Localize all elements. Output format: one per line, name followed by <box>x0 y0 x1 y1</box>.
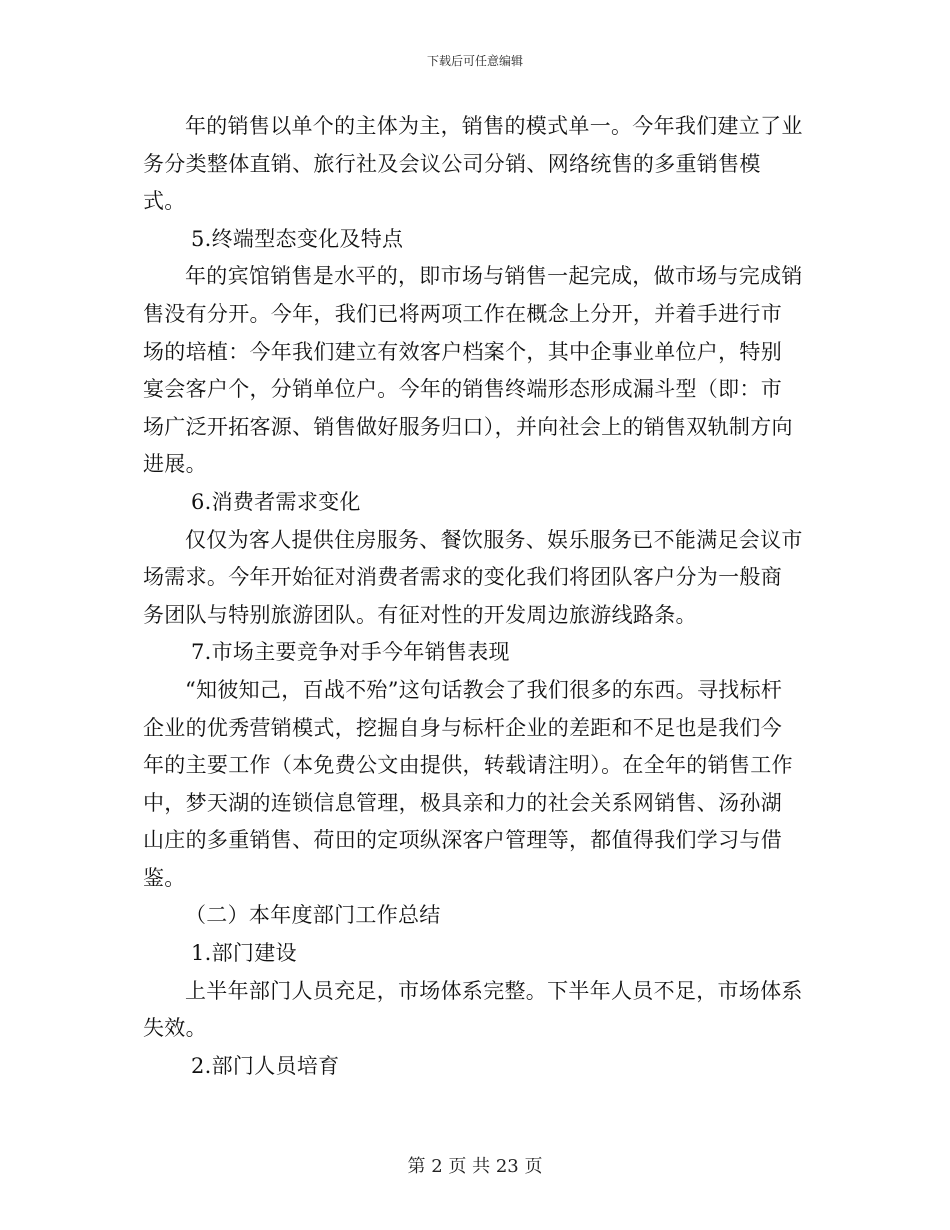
heading-department-building: 1.部门建设 <box>191 941 297 966</box>
heading-consumer-demand-change: 6.消费者需求变化 <box>191 489 361 514</box>
page-number: 第 2 页 共 23 页 <box>407 1156 543 1177</box>
heading-department-summary: （二）本年度部门工作总结 <box>185 903 441 928</box>
heading-staff-training: 2.部门人员培育 <box>191 1053 340 1078</box>
paragraph-consumer-demand: 仅仅为客人提供住房服务、餐饮服务、娱乐服务已不能满足会议市场需求。今年开始征对消费者需求的变化我们将团队客户分为一般商务团队与特别旅游团队。有征对性的开发周边旅游线路条。 <box>143 527 803 627</box>
document-body <box>143 108 803 1085</box>
heading-terminal-form-change: 5.终端型态变化及特点 <box>191 226 404 251</box>
heading-competitor-performance: 7.市场主要竞争对手今年销售表现 <box>191 640 510 665</box>
paragraph-department-building: 上半年部门人员充足，市场体系完整。下半年人员不足，市场体系失效。 <box>143 978 803 1041</box>
paragraph-sales-mode: 年的销售以单个的主体为主，销售的模式单一。今年我们建立了业务分类整体直销、旅行社及会议公司分销、网络统售的多重销售模式。 <box>143 114 803 214</box>
page-header-note: 下载后可任意编辑 <box>426 54 523 68</box>
paragraph-terminal-form: 年的宾馆销售是水平的，即市场与销售一起完成，做市场与完成销售没有分开。今年，我们已将两项工作在概念上分开，并着手进行市场的培植：今年我们建立有效客户档案个，其中企事业单位户，特别宴会客户个，分销单位户。今年的销售终端形态形成漏斗型（即：市场广泛开拓客源、销售做好服务归口），并向社会上的销售双轨制方向进展。 <box>143 264 803 477</box>
paragraph-competitor-performance: “知彼知己，百战不殆”这句话教会了我们很多的东西。寻找标杆企业的优秀营销模式，挖掘自身与标杆企业的差距和不足也是我们今年的主要工作（本免费公文由提供，转载请注明）。在全年的销售工作中，梦天湖的连锁信息管理，极具亲和力的社会关系网销售、汤孙湖山庄的多重销售、荷田的定项纵深客户管理等，都值得我们学习与借鉴。 <box>143 677 793 890</box>
